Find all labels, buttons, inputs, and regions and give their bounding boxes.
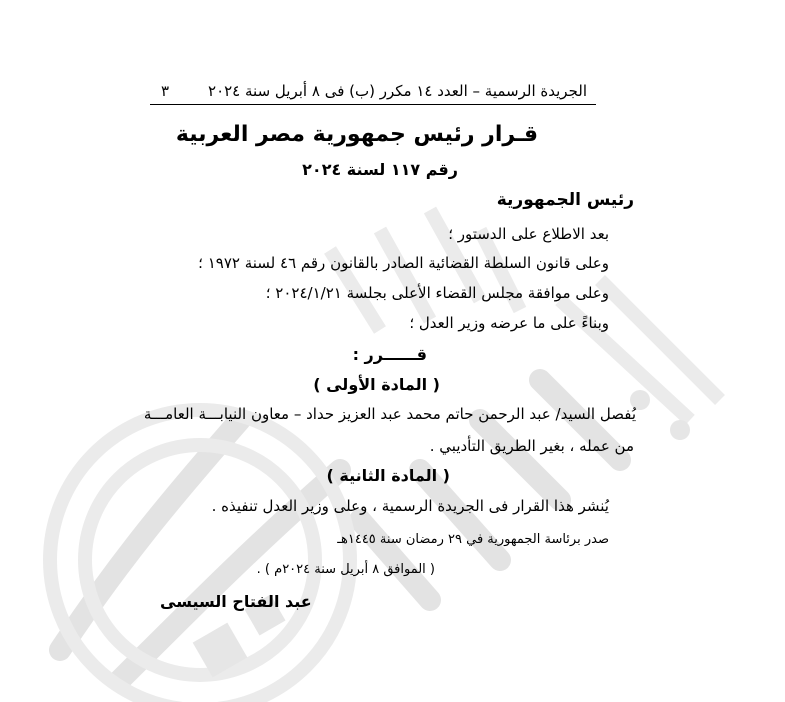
issued-line-2: ( الموافق ٨ أبريل سنة ٢٠٢٤م ) .: [256, 562, 435, 577]
page-number: ٣: [161, 82, 170, 100]
article-1-line-2: من عمله ، بغير الطريق التأديبي .: [429, 437, 634, 455]
issued-line-1: صدر برئاسة الجمهورية في ٢٩ رمضان سنة ١٤٤٥هـ: [337, 532, 609, 547]
header-rule: [150, 104, 596, 105]
decree-title: قـرار رئيس جمهورية مصر العربية: [175, 122, 538, 147]
issuer-heading: رئيس الجمهورية: [496, 190, 634, 210]
running-title: الجريدة الرسمية – العدد ١٤ مكرر (ب) فى ٨ أبريل سنة ٢٠٢٤: [208, 82, 587, 100]
decree-number: رقم ١١٧ لسنة ٢٠٢٤: [302, 160, 458, 179]
preamble-line-2: وعلى قانون السلطة القضائية الصادر بالقانون رقم ٤٦ لسنة ١٩٧٢ ؛: [198, 254, 609, 272]
preamble-line-1: بعد الاطلاع على الدستور ؛: [448, 225, 609, 243]
article-2-text: يُنشر هذا القرار فى الجريدة الرسمية ، وعلى وزير العدل تنفيذه .: [211, 497, 609, 515]
signature: عبد الفتاح السيسى: [160, 592, 312, 611]
article-1-heading: ( المادة الأولى ): [313, 375, 440, 394]
article-2-heading: ( المادة الثانية ): [326, 466, 450, 485]
preamble-line-4: وبناءً على ما عرضه وزير العدل ؛: [409, 314, 609, 332]
decided-heading: قــــــرر :: [352, 345, 427, 364]
article-1-line-1: يُفصل السيد/ عبد الرحمن حاتم محمد عبد العزيز حداد – معاون النيابـــة العامـــة: [143, 405, 636, 423]
preamble-line-3: وعلى موافقة مجلس القضاء الأعلى بجلسة ٢٠٢٤/١/٢١ ؛: [265, 284, 609, 302]
